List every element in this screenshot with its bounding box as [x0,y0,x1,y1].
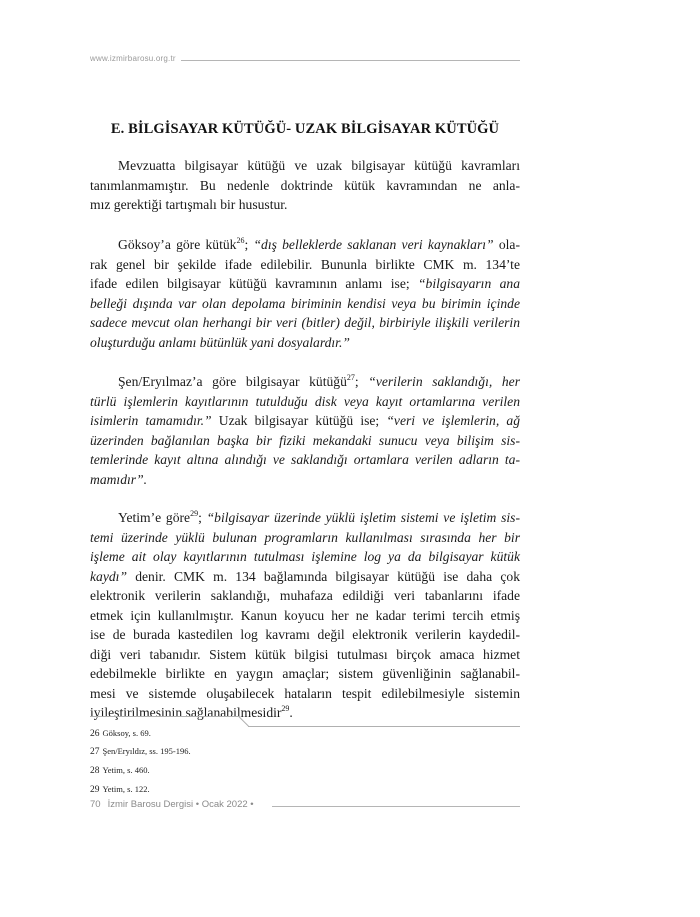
quotation: belleği dışında var olan depolama biriminin kendisi veya bu birimin içinde [90,295,520,311]
footer-divider [272,806,520,807]
paragraph-line: isimlerin tamamıdır.” Uzak bilgisayar kütüğü ise; “veri ve işlemlerin, ağ [90,413,520,428]
header-url: www.izmirbarosu.org.tr [90,54,176,63]
quotation: “dış belleklerde saklanan veri kaynakları” [253,237,494,252]
paragraph-1 [90,156,520,215]
journal-name: İzmir Barosu Dergisi • Ocak 2022 • [107,799,254,810]
page-number: 70 [90,799,101,810]
quotation: mamıdır”. [90,471,148,487]
paragraph-line: elektronik verilerin saklandığı, muhafaza edildiği veri tabanlarını ifade [90,588,520,603]
footnote-text: Yetim, s. 122. [102,784,150,794]
footnote-ref-27[interactable]: 27 [346,373,355,382]
footnote-26 [90,728,151,739]
paragraph-2 [90,235,520,352]
footnote-number: 27 [90,747,100,757]
paragraph-line: mız gerektiği tartışmalı bir husustur. [90,197,288,212]
page-footer [90,799,254,810]
paragraph-line: Mevzuatta bilgisayar kütüğü ve uzak bilgisayar kütüğü kavramları [118,158,520,173]
paragraph-line [90,392,520,412]
footnote-divider [248,726,520,727]
paragraph-line: edebilmekle birlikte en yaygın amaçlar; sistem güvenliğinin sağlanabil- [90,666,520,681]
footnote-text: Yetim, s. 460. [102,765,150,775]
footnote-text: Göksoy, s. 69. [102,728,151,738]
footnote-divider [90,716,240,717]
footnote-ref-28[interactable]: 29 [190,509,199,518]
footnote-number: 28 [90,766,100,776]
quotation: türlü işlemlerin kayıtlarının tutulduğu disk veya kayıt ortamlarına verilen [90,393,520,409]
quotation: oluşturduğu anlamı bütünlük yani dosyalardır.” [90,334,350,350]
paragraph-line: iyileştirilmesinin sağlanabilmesidir$^{29}$. [90,704,293,720]
paragraph-line [90,547,520,567]
footnote-number: 29 [90,785,100,795]
paragraph-line [90,431,520,451]
paragraph-line [90,528,520,548]
quotation: temlerinde kayıt altına alındığı ve saklandığı ortamlara verilen adların ta- [90,452,520,467]
paragraph-3 [90,372,520,489]
paragraph-line: Yetim’e göre$^{29}$; “bilgisayar üzerinde yüklü işletim sistemi ve işletim sis- [118,509,520,525]
footnote-number: 26 [90,729,100,739]
paragraph-line: Göksoy’a göre kütük$^{26}$; “dış belleklerde saklanan veri kaynakları” ola- [118,236,520,252]
paragraph-line: tanımlanmamıştır. Bu nedenle doktrinde kütük kavramından ne anla- [90,177,520,193]
quotation: “veri ve işlemlerin, ağ [386,413,520,428]
footnote-ref-26[interactable]: 26 [236,236,245,245]
paragraph-line: etmek için kullanılmıştır. Kanun koyucu her ne kadar terimi tercih etmiş [90,607,520,623]
paragraph-line [90,313,520,333]
quotation: “bilgisayarın ana [417,276,520,291]
paragraph-4 [90,508,520,723]
paragraph-line: ise de burada kastedilen log kavramı değil elektronik verilerin kaydedil- [90,627,520,642]
paragraph-line: diği veri tabanıdır. Sistem kütük bilgisi tutulması birçok amaca hizmet [90,646,520,662]
paragraph-line [90,294,520,314]
paragraph-line: rak genel bir şekilde ifade edilebilir. Bununla birlikte CMK m. 134’te [90,256,520,272]
paragraph-line [90,470,520,490]
header-divider [181,60,520,61]
footnote-27 [90,746,191,757]
quotation: üzerinden bağlanılan başka bir fiziki mekandaki sunucu veya bilişim sis- [90,432,520,448]
quotation: işleme ait olay kayıtlarının tutulması işlemine log ya da bilgisayar kütük [90,549,520,564]
paragraph-line: kaydı” denir. CMK m. 134 bağlamında bilgisayar kütüğü ise daha çok [90,568,520,584]
quotation: “verilerin saklandığı, her [368,374,520,389]
quotation: “bilgisayar üzerinde yüklü işletim sistemi ve işletim sis- [206,510,520,525]
quotation: sadece mevcut olan herhangi bir veri (bitler) değil, birbiriyle ilişkili verilerin [90,315,520,330]
quotation: kaydı” [90,568,127,584]
footnote-ref-29[interactable]: 29 [281,704,290,713]
paragraph-line [90,333,520,353]
quotation: isimlerin tamamıdır.” [90,413,212,428]
footnote-text: Şen/Eryıldız, ss. 195-196. [102,746,191,756]
paragraph-line [90,450,520,470]
paragraph-line: mesi ve sistemde oluşabilecek hataların tespit edilebilmesiyle sistemin [90,685,520,701]
section-title: E. BİLGİSAYAR KÜTÜĞÜ- UZAK BİLGİSAYAR KÜTÜĞÜ [110,121,500,137]
footnote-29 [90,784,150,795]
quotation: temi üzerinde yüklü bulunan programların kullanılması sırasında her bir [90,529,520,545]
paragraph-line: Şen/Eryılmaz’a göre bilgisayar kütüğü$^{27}$; “verilerin saklandığı, her [118,373,520,389]
paragraph-line: ifade edilen bilgisayar kütüğü kavramının anlamı ise; “bilgisayarın ana [90,276,520,291]
footnote-28 [90,765,150,776]
